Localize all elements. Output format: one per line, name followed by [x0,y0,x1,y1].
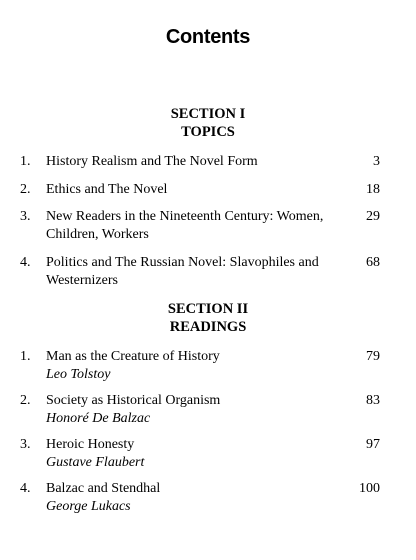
entry-page-number: 29 [366,209,380,224]
section-heading [0,300,416,336]
section-name: TOPICS [181,124,235,140]
entry-page-number: 83 [366,393,380,408]
entry-page-number: 100 [359,481,380,496]
entry-title: History Realism and The Novel Form [46,154,258,169]
entry-author: George Lukacs [46,499,131,514]
entry-title: Ethics and The Novel [46,182,168,197]
entry-number: 2. [20,393,31,408]
entry-number: 2. [20,182,31,197]
section-heading [0,105,416,141]
entry-author: Honoré De Balzac [46,411,151,426]
entry-title-text: Society as Historical Organism [46,393,221,408]
entry-author: Leo Tolstoy [46,367,111,382]
entry-number: 3. [20,209,31,224]
page-title: Contents [165,26,251,48]
entry-title-text: Heroic Honesty [46,437,135,452]
entry-number: 4. [20,481,31,496]
entry-page-number: 18 [366,182,380,197]
section-number: SECTION I [170,106,246,122]
entry-page-number: 79 [366,349,380,364]
entry-title-text: Balzac and Stendhal [46,481,161,496]
entry-title-text: Man as the Creature of History [46,349,220,364]
entry-number: 4. [20,255,31,270]
entry-number: 3. [20,437,31,452]
entry-title: New Readers in the Nineteenth Century: Women, Children, Workers [46,209,324,242]
section-name: READINGS [169,319,247,335]
entry-page-number: 97 [366,437,380,452]
entry-number: 1. [20,349,31,364]
entry-number: 1. [20,154,31,169]
section-number: SECTION II [167,301,249,317]
entry-title: Politics and The Russian Novel: Slavophiles and Westernizers [46,255,319,288]
entry-title [46,348,336,384]
entry-title [46,392,336,428]
entry-title [46,436,336,472]
entry-title [46,480,336,516]
entry-page-number: 3 [373,154,380,169]
entry-page-number: 68 [366,255,380,270]
entry-author: Gustave Flaubert [46,455,145,470]
